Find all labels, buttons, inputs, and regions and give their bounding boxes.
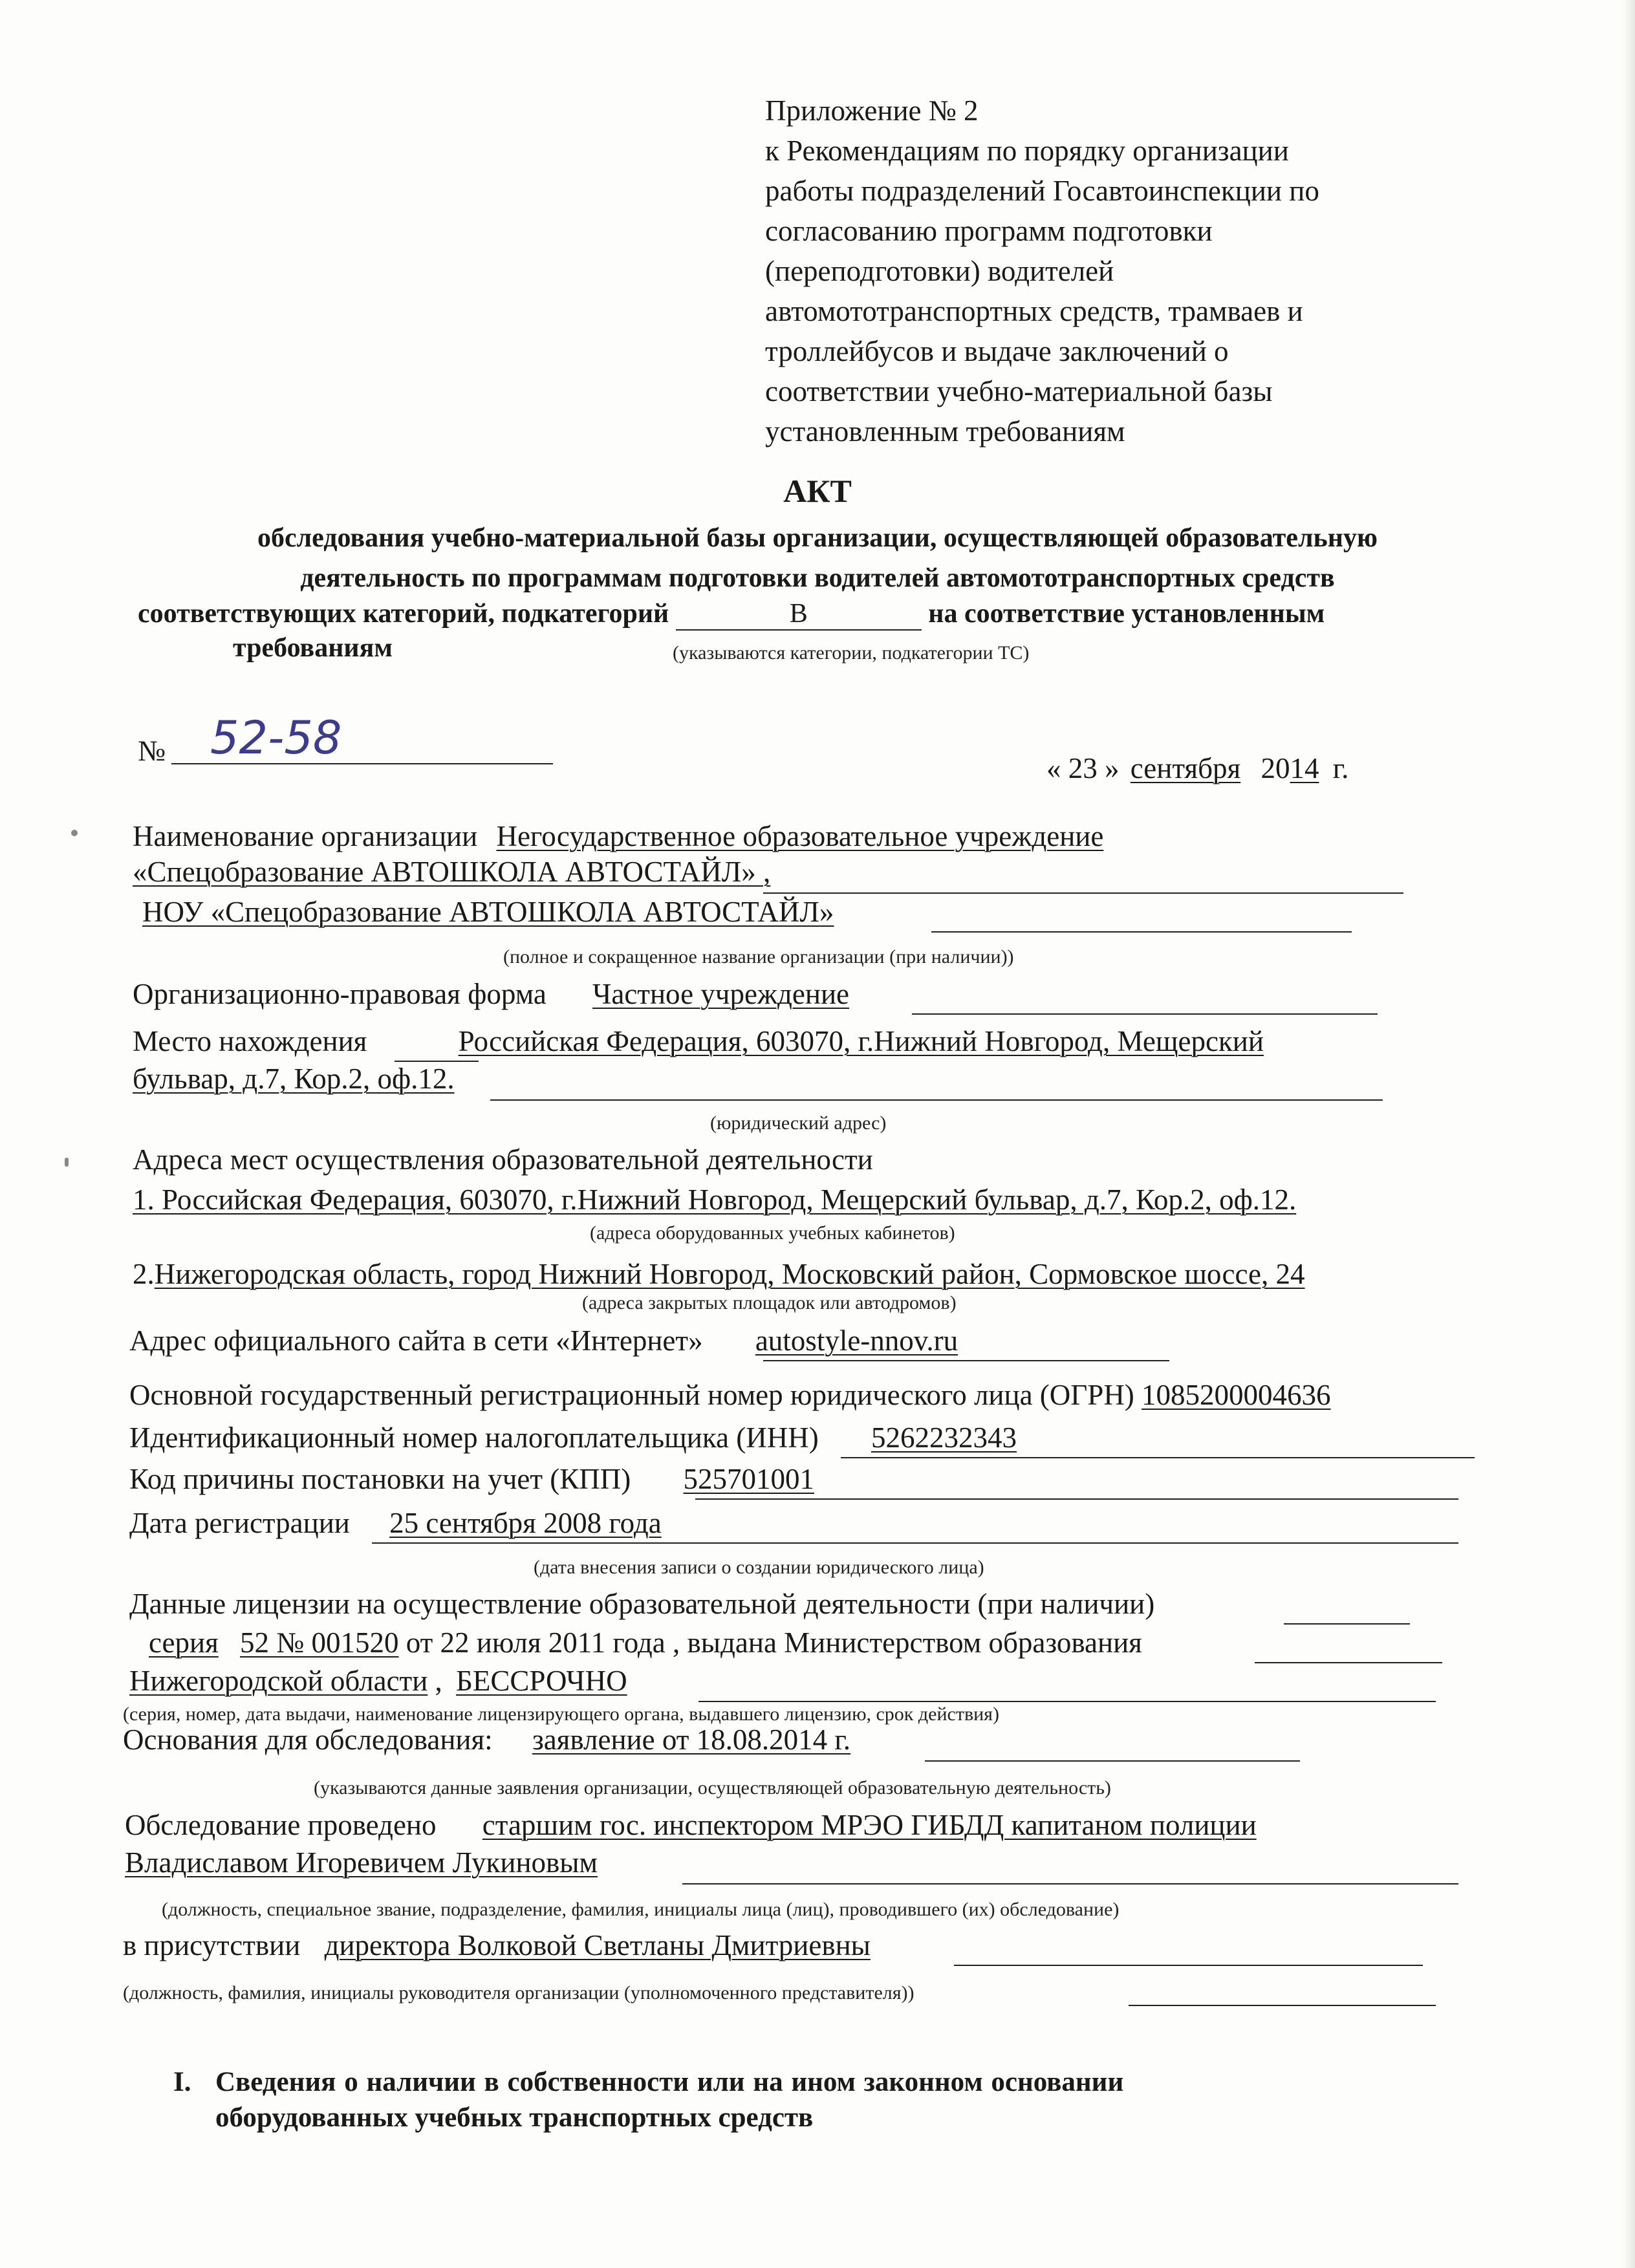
appendix-line: троллейбусов и выдаче заключений о (765, 335, 1229, 367)
fill-line (1255, 1662, 1442, 1663)
activity-address-2: Нижегородская область, город Нижний Новгород, Московский район, Сормовское шоссе, 24 (154, 1258, 1305, 1290)
website-label: Адрес официального сайта в сети «Интернет» (129, 1324, 703, 1357)
legal-form-label: Организационно-правовая форма (133, 978, 547, 1010)
appendix-line: (переподготовки) водителей (765, 255, 1114, 287)
license-series-value: 52 № 001520 (240, 1626, 399, 1659)
license-caption: (серия, номер, дата выдачи, наименование лицензирующего органа, выдавшего лицензию, срок действия) (123, 1703, 999, 1725)
grounds-row (123, 1723, 850, 1757)
inspection-caption: (должность, специальное звание, подразделение, фамилия, инициалы лица (лиц), проводившего (их) обследование) (162, 1899, 1120, 1920)
kpp-row (129, 1463, 814, 1496)
appendix-line: автомототранспортных средств, трамваев и (765, 295, 1303, 327)
date-month: сентября (1130, 752, 1241, 784)
org-name-label: Наименование организации (133, 820, 478, 852)
legal-form-value: Частное учреждение (592, 978, 850, 1010)
fill-line (372, 1542, 1458, 1544)
reg-date-value: 25 сентября 2008 года (389, 1507, 662, 1539)
fill-line (841, 1457, 1475, 1458)
location-label: Место нахождения (133, 1025, 367, 1057)
activity-caption-2: (адреса закрытых площадок или автодромов) (582, 1292, 957, 1313)
location-line-1: Российская Федерация, 603070, г.Нижний Новгород, Мещерский (458, 1025, 1264, 1057)
license-series-label: серия (149, 1626, 219, 1659)
fill-line (1284, 1623, 1410, 1625)
act-date (1046, 752, 1348, 786)
title-line-3-prefix: соответствующих категорий, подкатегорий (138, 599, 669, 629)
presence-label: в присутствии (123, 1929, 301, 1961)
appendix-line: работы подразделений Госавтоинспекции по (765, 175, 1319, 207)
act-number-handwritten: 52-58 (210, 711, 342, 764)
title-line-4: требованиям (233, 633, 393, 663)
act-heading: АКТ (783, 473, 852, 509)
fill-line (395, 1061, 479, 1062)
fill-line (490, 1099, 1383, 1101)
fill-line (954, 1965, 1423, 1966)
reg-date-label: Дата регистрации (129, 1507, 350, 1539)
fill-line (682, 1883, 1458, 1885)
license-line-3 (129, 1665, 627, 1698)
title-line-1: обследования учебно-материальной базы организации, осуществляющей образовательную (257, 523, 1378, 553)
location-line-2: бульвар, д.7, Кор.2, оф.12. (133, 1063, 455, 1095)
activity-address-2-row (133, 1258, 1305, 1291)
presence-value: директора Волковой Светланы Дмитриевны (324, 1929, 871, 1961)
fill-line (698, 1701, 1436, 1702)
fill-line (931, 931, 1352, 933)
appendix-line: установленным требованиям (765, 415, 1125, 448)
inspection-label: Обследование проведено (125, 1809, 437, 1841)
date-year-unit: г. (1332, 752, 1349, 784)
date-close-quote: » (1105, 752, 1120, 784)
license-region: Нижегородской области (129, 1665, 428, 1697)
appendix-line: к Рекомендациям по порядку организации (765, 135, 1289, 167)
inn-row (129, 1421, 1017, 1455)
ogrn-row (129, 1379, 1331, 1412)
fill-line (763, 892, 1403, 894)
fill-line (695, 1498, 1458, 1500)
reg-date-caption: (дата внесения записи о создании юридического лица) (534, 1557, 984, 1578)
org-short-name: НОУ «Спецобразование АВТОШКОЛА АВТОСТАЙЛ» (142, 896, 834, 928)
scan-dot (65, 1158, 69, 1167)
org-name-caption: (полное и сокращенное название организации (при наличии)) (503, 946, 1014, 967)
inspection-row (125, 1809, 1257, 1842)
website-row (129, 1324, 958, 1358)
fill-line (912, 1013, 1378, 1015)
website-value: autostyle-nnov.ru (755, 1324, 958, 1357)
title-line-2: деятельность по программам подготовки водителей автомототранспортных средств (300, 563, 1335, 593)
org-name-row (133, 820, 1103, 854)
appendix-line: Приложение № 2 (765, 94, 979, 127)
inn-value: 5262232343 (871, 1421, 1017, 1454)
title-line-3-suffix: на соответствие установленным (928, 599, 1325, 629)
kpp-label: Код причины постановки на учет (КПП) (129, 1463, 631, 1495)
activity-address-2-number: 2. (133, 1258, 155, 1290)
fill-line (763, 1360, 1169, 1361)
license-label: Данные лицензии на осуществление образовательной деятельности (при наличии) (129, 1588, 1155, 1620)
act-number-label: № (138, 735, 166, 767)
activity-caption-1: (адреса оборудованных учебных кабинетов) (590, 1222, 955, 1244)
date-year-prefix: 20 (1261, 752, 1290, 784)
scan-edge (1623, 0, 1635, 2268)
presence-row (123, 1929, 871, 1963)
activity-address-1: 1. Российская Федерация, 603070, г.Нижний Новгород, Мещерский бульвар, д.7, Кор.2, оф.12. (133, 1183, 1297, 1216)
date-open-quote: « (1046, 752, 1061, 784)
section-1-numeral: I. (173, 2067, 191, 2097)
date-year-suffix: 14 (1290, 752, 1319, 784)
ogrn-label: Основной государственный регистрационный номер юридического лица (ОГРН) (129, 1379, 1134, 1411)
license-comma: , (435, 1665, 442, 1697)
inspection-value-line-1: старшим гос. инспектором МРЭО ГИБДД капитаном полиции (482, 1809, 1257, 1841)
grounds-caption: (указываются данные заявления организации, осуществляющей образовательную деятельность) (314, 1777, 1111, 1798)
category-caption: (указываются категории, подкатегории ТС) (673, 642, 1030, 664)
section-1-line-2: оборудованных учебных транспортных средств (215, 2102, 814, 2133)
category-value: В (676, 598, 922, 631)
location-caption: (юридический адрес) (710, 1112, 887, 1134)
date-day: 23 (1068, 752, 1098, 784)
appendix-line: согласованию программ подготовки (765, 215, 1213, 247)
appendix-line: соответствии учебно-материальной базы (765, 375, 1273, 407)
section-1-line-1: Сведения о наличии в собственности или на ином законном основании (215, 2067, 1124, 2097)
fill-line (925, 1760, 1300, 1762)
license-term: БЕССРОЧНО (456, 1665, 627, 1697)
inn-label: Идентификационный номер налогоплательщика (ИНН) (129, 1421, 819, 1454)
scan-dot (71, 830, 78, 836)
legal-form-row (133, 978, 849, 1011)
appendix-block (765, 91, 1319, 451)
org-name-line-2: «Спецобразование АВТОШКОЛА АВТОСТАЙЛ» , (133, 856, 771, 888)
ogrn-value: 1085200004636 (1142, 1379, 1331, 1411)
grounds-label: Основания для обследования: (123, 1723, 493, 1756)
reg-date-row (129, 1507, 662, 1540)
title-line-3 (138, 598, 1325, 631)
activity-label: Адреса мест осуществления образовательной деятельности (133, 1143, 873, 1176)
kpp-value: 525701001 (683, 1463, 815, 1495)
location-row (133, 1025, 1264, 1059)
fill-line (1129, 2005, 1436, 2006)
license-line-2 (129, 1626, 1142, 1660)
inspection-value-line-2: Владиславом Игоревичем Лукиновым (125, 1846, 598, 1879)
org-name-line-1: Негосударственное образовательное учреждение (496, 820, 1104, 852)
license-line-2-rest: от 22 июля 2011 года , выдана Министерством образования (406, 1626, 1142, 1659)
presence-caption: (должность, фамилия, инициалы руководителя организации (уполномоченного представителя)) (123, 1982, 915, 2003)
grounds-value: заявление от 18.08.2014 г. (532, 1723, 851, 1756)
